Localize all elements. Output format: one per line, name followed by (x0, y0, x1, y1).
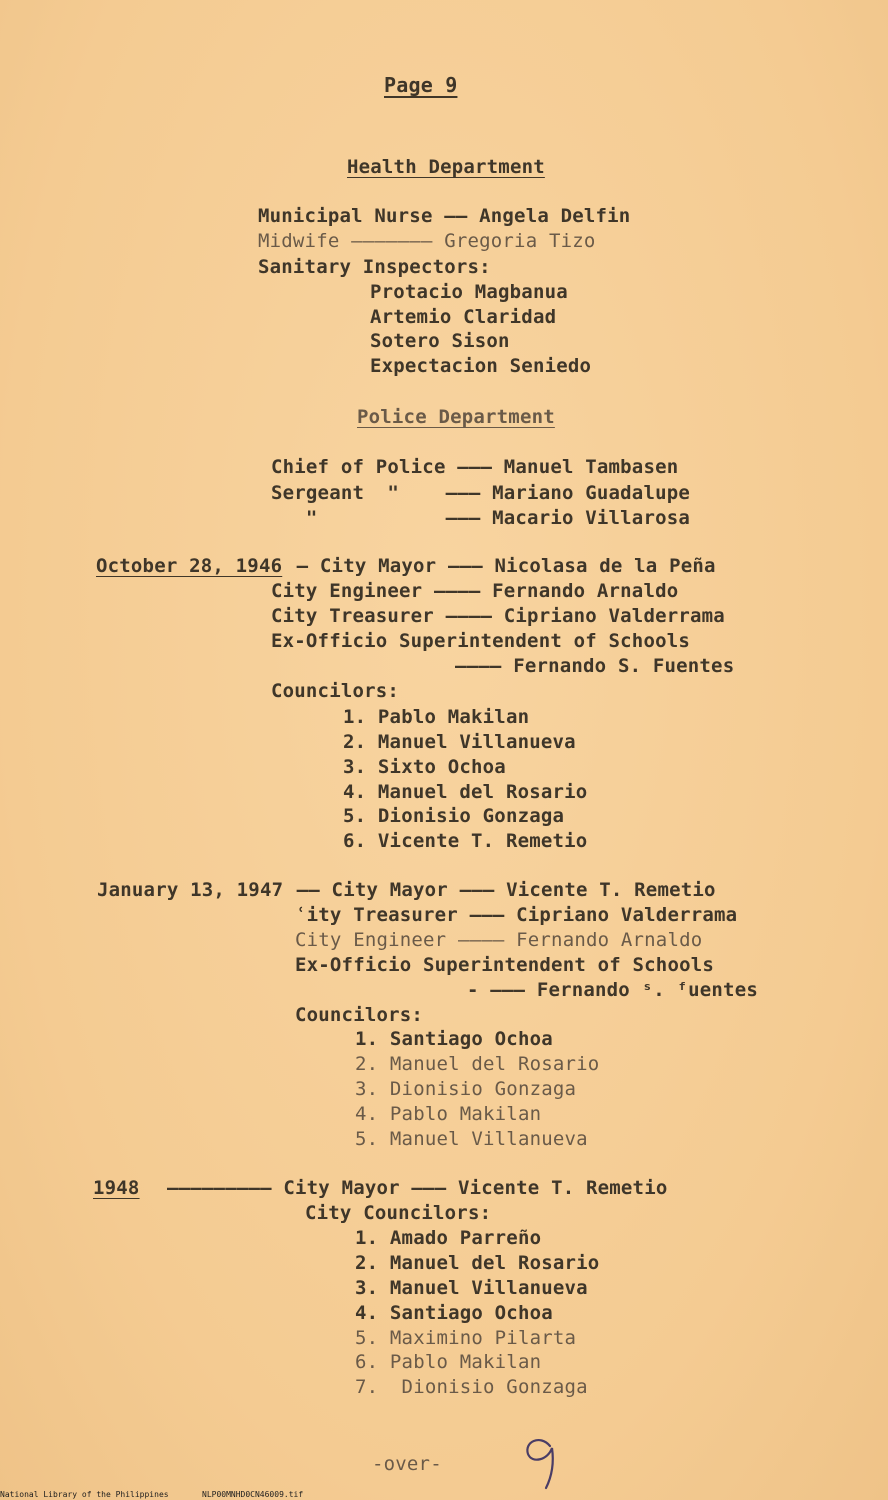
councilor-item: 4. Pablo Makilan (355, 1103, 542, 1125)
councilor-item: 1. Amado Parreño (355, 1227, 542, 1249)
police-row: " ——— Macario Villarosa (271, 507, 691, 529)
inspector-item: Expectacion Seniedo (370, 355, 592, 377)
y1948-date: 1948 (93, 1177, 140, 1199)
oct-1946-treasurer-line: City Treasurer ———— Cipriano Valderrama (271, 605, 725, 627)
oct-1946-mayor-line: — City Mayor ——— Nicolasa de la Peña (285, 555, 716, 577)
jan-1947-engineer-line: City Engineer ———— Fernando Arnaldo (295, 929, 703, 951)
councilor-item: 5. Manuel Villanueva (355, 1128, 588, 1150)
jan-1947-date: January 13, 1947 (97, 879, 284, 901)
councilor-item: 5. Dionisio Gonzaga (343, 805, 565, 827)
jan-1947-superintendent-name: - ——— Fernando ˢ. ᶠuentes (467, 979, 758, 1001)
councilor-item: 6. Vicente T. Remetio (343, 830, 588, 852)
councilor-item: 7. Dionisio Gonzaga (355, 1376, 588, 1398)
councilor-item: 3. Dionisio Gonzaga (355, 1078, 577, 1100)
police-row: Chief of Police ——— Manuel Tambasen (271, 456, 679, 478)
jan-1947-treasurer-line: ʿity Treasurer ——— Cipriano Valderrama (295, 904, 738, 926)
councilor-item: 5. Maximino Pilarta (355, 1327, 577, 1349)
councilor-item: 4. Manuel del Rosario (343, 781, 588, 803)
page-header: Page 9 (384, 73, 458, 97)
sanitary-inspectors-label: Sanitary Inspectors: (258, 256, 491, 278)
councilor-item: 2. Manuel del Rosario (355, 1053, 600, 1075)
police-row: Sergeant " ——— Mariano Guadalupe (271, 482, 691, 504)
municipal-nurse-line: Municipal Nurse —— Angela Delfin (258, 205, 631, 227)
councilor-item: 1. Pablo Makilan (343, 706, 530, 728)
councilor-item: 3. Manuel Villanueva (355, 1277, 588, 1299)
councilor-item: 4. Santiago Ochoa (355, 1302, 553, 1324)
councilor-item: 2. Manuel Villanueva (343, 731, 576, 753)
oct-1946-superintendent-name: ———— Fernando S. Fuentes (455, 655, 735, 677)
oct-1946-date: October 28, 1946 (96, 555, 283, 577)
councilor-item: 3. Sixto Ochoa (343, 756, 506, 778)
midwife-line: Midwife ——————— Gregoria Tizo (258, 230, 596, 252)
health-department-title: Health Department (347, 156, 545, 178)
footer-library-name: National Library of the Philippines (0, 1490, 169, 1499)
jan-1947-councilors-label: Councilors: (295, 1004, 424, 1026)
y1948-councilors-label: City Councilors: (305, 1202, 492, 1224)
councilor-item: 1. Santiago Ochoa (355, 1028, 553, 1050)
councilor-item: 6. Pablo Makilan (355, 1351, 542, 1373)
inspector-item: Artemio Claridad (370, 306, 557, 328)
jan-1947-mayor-line: —— City Mayor ——— Vicente T. Remetio (285, 879, 716, 901)
oct-1946-superintendent-line: Ex-Officio Superintendent of Schools (271, 630, 691, 652)
inspector-item: Sotero Sison (370, 330, 510, 352)
inspector-item: Protacio Magbanua (370, 281, 568, 303)
oct-1946-engineer-line: City Engineer ———— Fernando Arnaldo (271, 580, 679, 602)
police-department-title: Police Department (357, 406, 555, 428)
jan-1947-superintendent-line: Ex-Officio Superintendent of Schools (295, 954, 715, 976)
over-label: -over- (372, 1453, 442, 1475)
footer-file-name: NLP00MNHD0CN46009.tif (202, 1490, 304, 1499)
oct-1946-councilors-label: Councilors: (271, 680, 400, 702)
handwritten-page-number (516, 1432, 566, 1492)
councilor-item: 2. Manuel del Rosario (355, 1252, 600, 1274)
y1948-mayor-line: ————————— City Mayor ——— Vicente T. Remetio (167, 1177, 668, 1199)
